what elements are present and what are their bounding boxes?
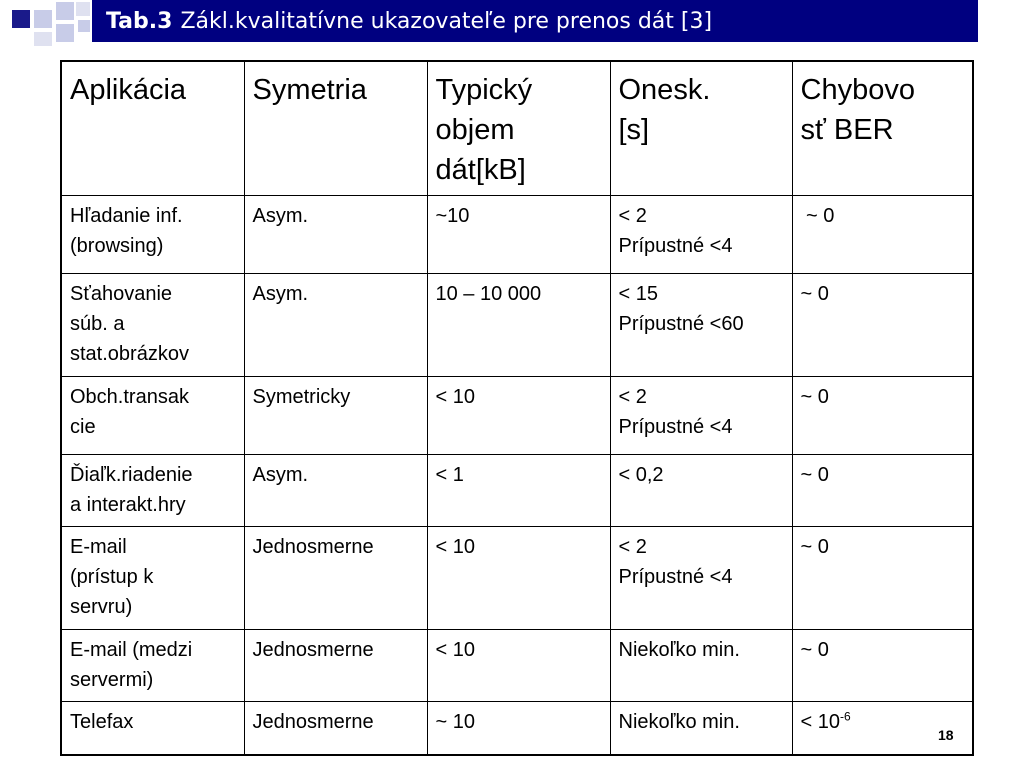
table-row <box>61 273 973 376</box>
table-cell: < 10 <box>427 376 610 454</box>
table-cell: Asym. <box>244 273 427 376</box>
table-cell: < 15 Prípustné <60 <box>610 273 792 376</box>
header-cell: Symetria <box>244 61 427 195</box>
table-cell: Symetricky <box>244 376 427 454</box>
table-cell: 10 – 10 000 <box>427 273 610 376</box>
table-cell: Asym. <box>244 195 427 273</box>
deco-square <box>56 2 74 20</box>
table-row <box>61 701 973 755</box>
ber-base: < 10 <box>800 710 840 733</box>
header-cell: Chybovo sť BER <box>792 61 973 195</box>
table-cell: Ďiaľk.riadenie a interakt.hry <box>61 454 244 526</box>
table-cell: E-mail (medzi servermi) <box>61 629 244 701</box>
table-header-row <box>61 61 973 195</box>
table-cell: < 2 Prípustné <4 <box>610 526 792 629</box>
table-cell: ~ 0 <box>792 629 973 701</box>
header-cell: Onesk. [s] <box>610 61 792 195</box>
table-cell: ~ 0 <box>792 454 973 526</box>
table-cell: Telefax <box>61 701 244 755</box>
table-cell: ~ 0 <box>792 376 973 454</box>
table-cell: ~ 0 <box>792 195 973 273</box>
table-cell: < 1 <box>427 454 610 526</box>
table-row <box>61 376 973 454</box>
table-row <box>61 454 973 526</box>
table-cell: < 0,2 <box>610 454 792 526</box>
table-cell: Hľadanie inf. (browsing) <box>61 195 244 273</box>
table-cell: Sťahovanie súb. a stat.obrázkov <box>61 273 244 376</box>
table-row <box>61 526 973 629</box>
header-cell: Aplikácia <box>61 61 244 195</box>
deco-square <box>12 10 30 28</box>
table-cell: ~ 0 <box>792 526 973 629</box>
quality-table <box>60 60 974 756</box>
table-cell: < 2 Prípustné <4 <box>610 195 792 273</box>
table-row <box>61 195 973 273</box>
table-cell: Jednosmerne <box>244 526 427 629</box>
table-cell: < 10 <box>427 629 610 701</box>
deco-square <box>76 2 90 16</box>
table-cell: Asym. <box>244 454 427 526</box>
table-cell: Niekoľko min. <box>610 701 792 755</box>
deco-square <box>56 24 74 42</box>
table-cell: Jednosmerne <box>244 701 427 755</box>
table-cell: Jednosmerne <box>244 629 427 701</box>
table-cell: < 2 Prípustné <4 <box>610 376 792 454</box>
title-tab-label: Tab.3 <box>106 8 173 34</box>
deco-square <box>34 32 52 46</box>
table-cell: Obch.transak cie <box>61 376 244 454</box>
page-number: 18 <box>938 727 954 743</box>
table-row <box>61 629 973 701</box>
table-cell: ~ 0 <box>792 273 973 376</box>
deco-square <box>78 20 90 32</box>
deco-square <box>34 10 52 28</box>
header-cell: Typický objem dát[kB] <box>427 61 610 195</box>
ber-exponent: -6 <box>839 708 851 723</box>
title-text: Zákl.kvalitatívne ukazovateľe pre prenos dát [3] <box>180 8 713 34</box>
table-cell: Niekoľko min. <box>610 629 792 701</box>
table-cell: < 10 <box>427 526 610 629</box>
table-cell: ~10 <box>427 195 610 273</box>
table-cell: ~ 10 <box>427 701 610 755</box>
table-cell: E-mail (prístup k servru) <box>61 526 244 629</box>
slide-title <box>92 0 978 42</box>
